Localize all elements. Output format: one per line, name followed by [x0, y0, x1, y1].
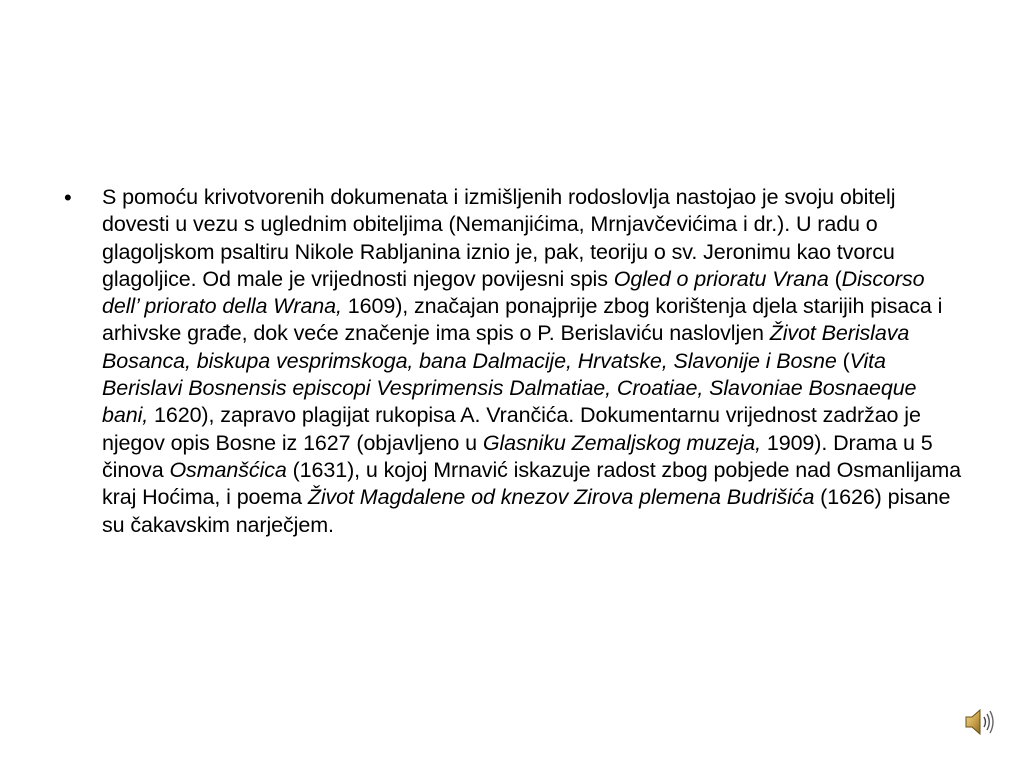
text-run: 1609), značajan ponajprije zbog korištenja djela starijih pisaca i arhivske građe, dok veće značenje ima spis o P. Berislaviću naslovljen: [102, 294, 943, 346]
text-run: (1626) pisane su čakavskim narječjem.: [102, 485, 951, 537]
text-run: (1631), u kojoj Mrnavić iskazuje radost zbog pobjede nad Osmanlijama kraj Hoćima, i poema: [102, 457, 962, 510]
bullet-text: [102, 185, 961, 537]
italic-title: Glasniku Zemaljskog muzeja,: [482, 430, 761, 455]
italic-title: Ogled o prioratu Vrana: [613, 266, 829, 291]
text-run: 1909). Drama u 5 činova: [102, 430, 933, 482]
bullet-marker: •: [64, 185, 72, 210]
text-run: S pomoću krivotvorenih dokumenata i izmišljenih rodoslovlja nastojao je svoju obitelj dovesti u vezu s uglednim obiteljima (Nemanjićima, Mrnjavčevićima i dr.). U radu o glagoljskom psaltiru Nikole Rabljanina iznio je, pak, teoriju o sv. Jeronimu kao tvorcu glagoljice. Od male je vrijednosti njegov povijesni spis: [102, 185, 896, 291]
italic-title: Osmanšćica: [169, 457, 287, 482]
text-run: 1620), zapravo plagijat rukopisa A. Vrančića. Dokumentarnu vrijednost zadržao je njegov opis Bosne iz 1627 (objavljeno u: [102, 403, 921, 455]
text-run: (: [828, 266, 842, 291]
speaker-icon[interactable]: [960, 702, 1000, 742]
bullet-list: [64, 184, 964, 539]
italic-title: Vita Berislavi Bosnensis episcopi Vesprimensis Dalmatiae, Croatiae, Slavoniae Bosnaeque bani,: [102, 348, 917, 428]
italic-title: Život Berislava Bosanca, biskupa vesprimskoga, bana Dalmacije, Hrvatske, Slavonije i Bosne: [102, 321, 910, 373]
italic-title: Život Magdalene od knezov Zirova plemena Budrišića: [307, 485, 815, 510]
text-run: (: [836, 348, 850, 373]
italic-title: Discorso dell’ priorato della Wrana,: [102, 266, 925, 319]
bullet-item: [64, 184, 964, 539]
